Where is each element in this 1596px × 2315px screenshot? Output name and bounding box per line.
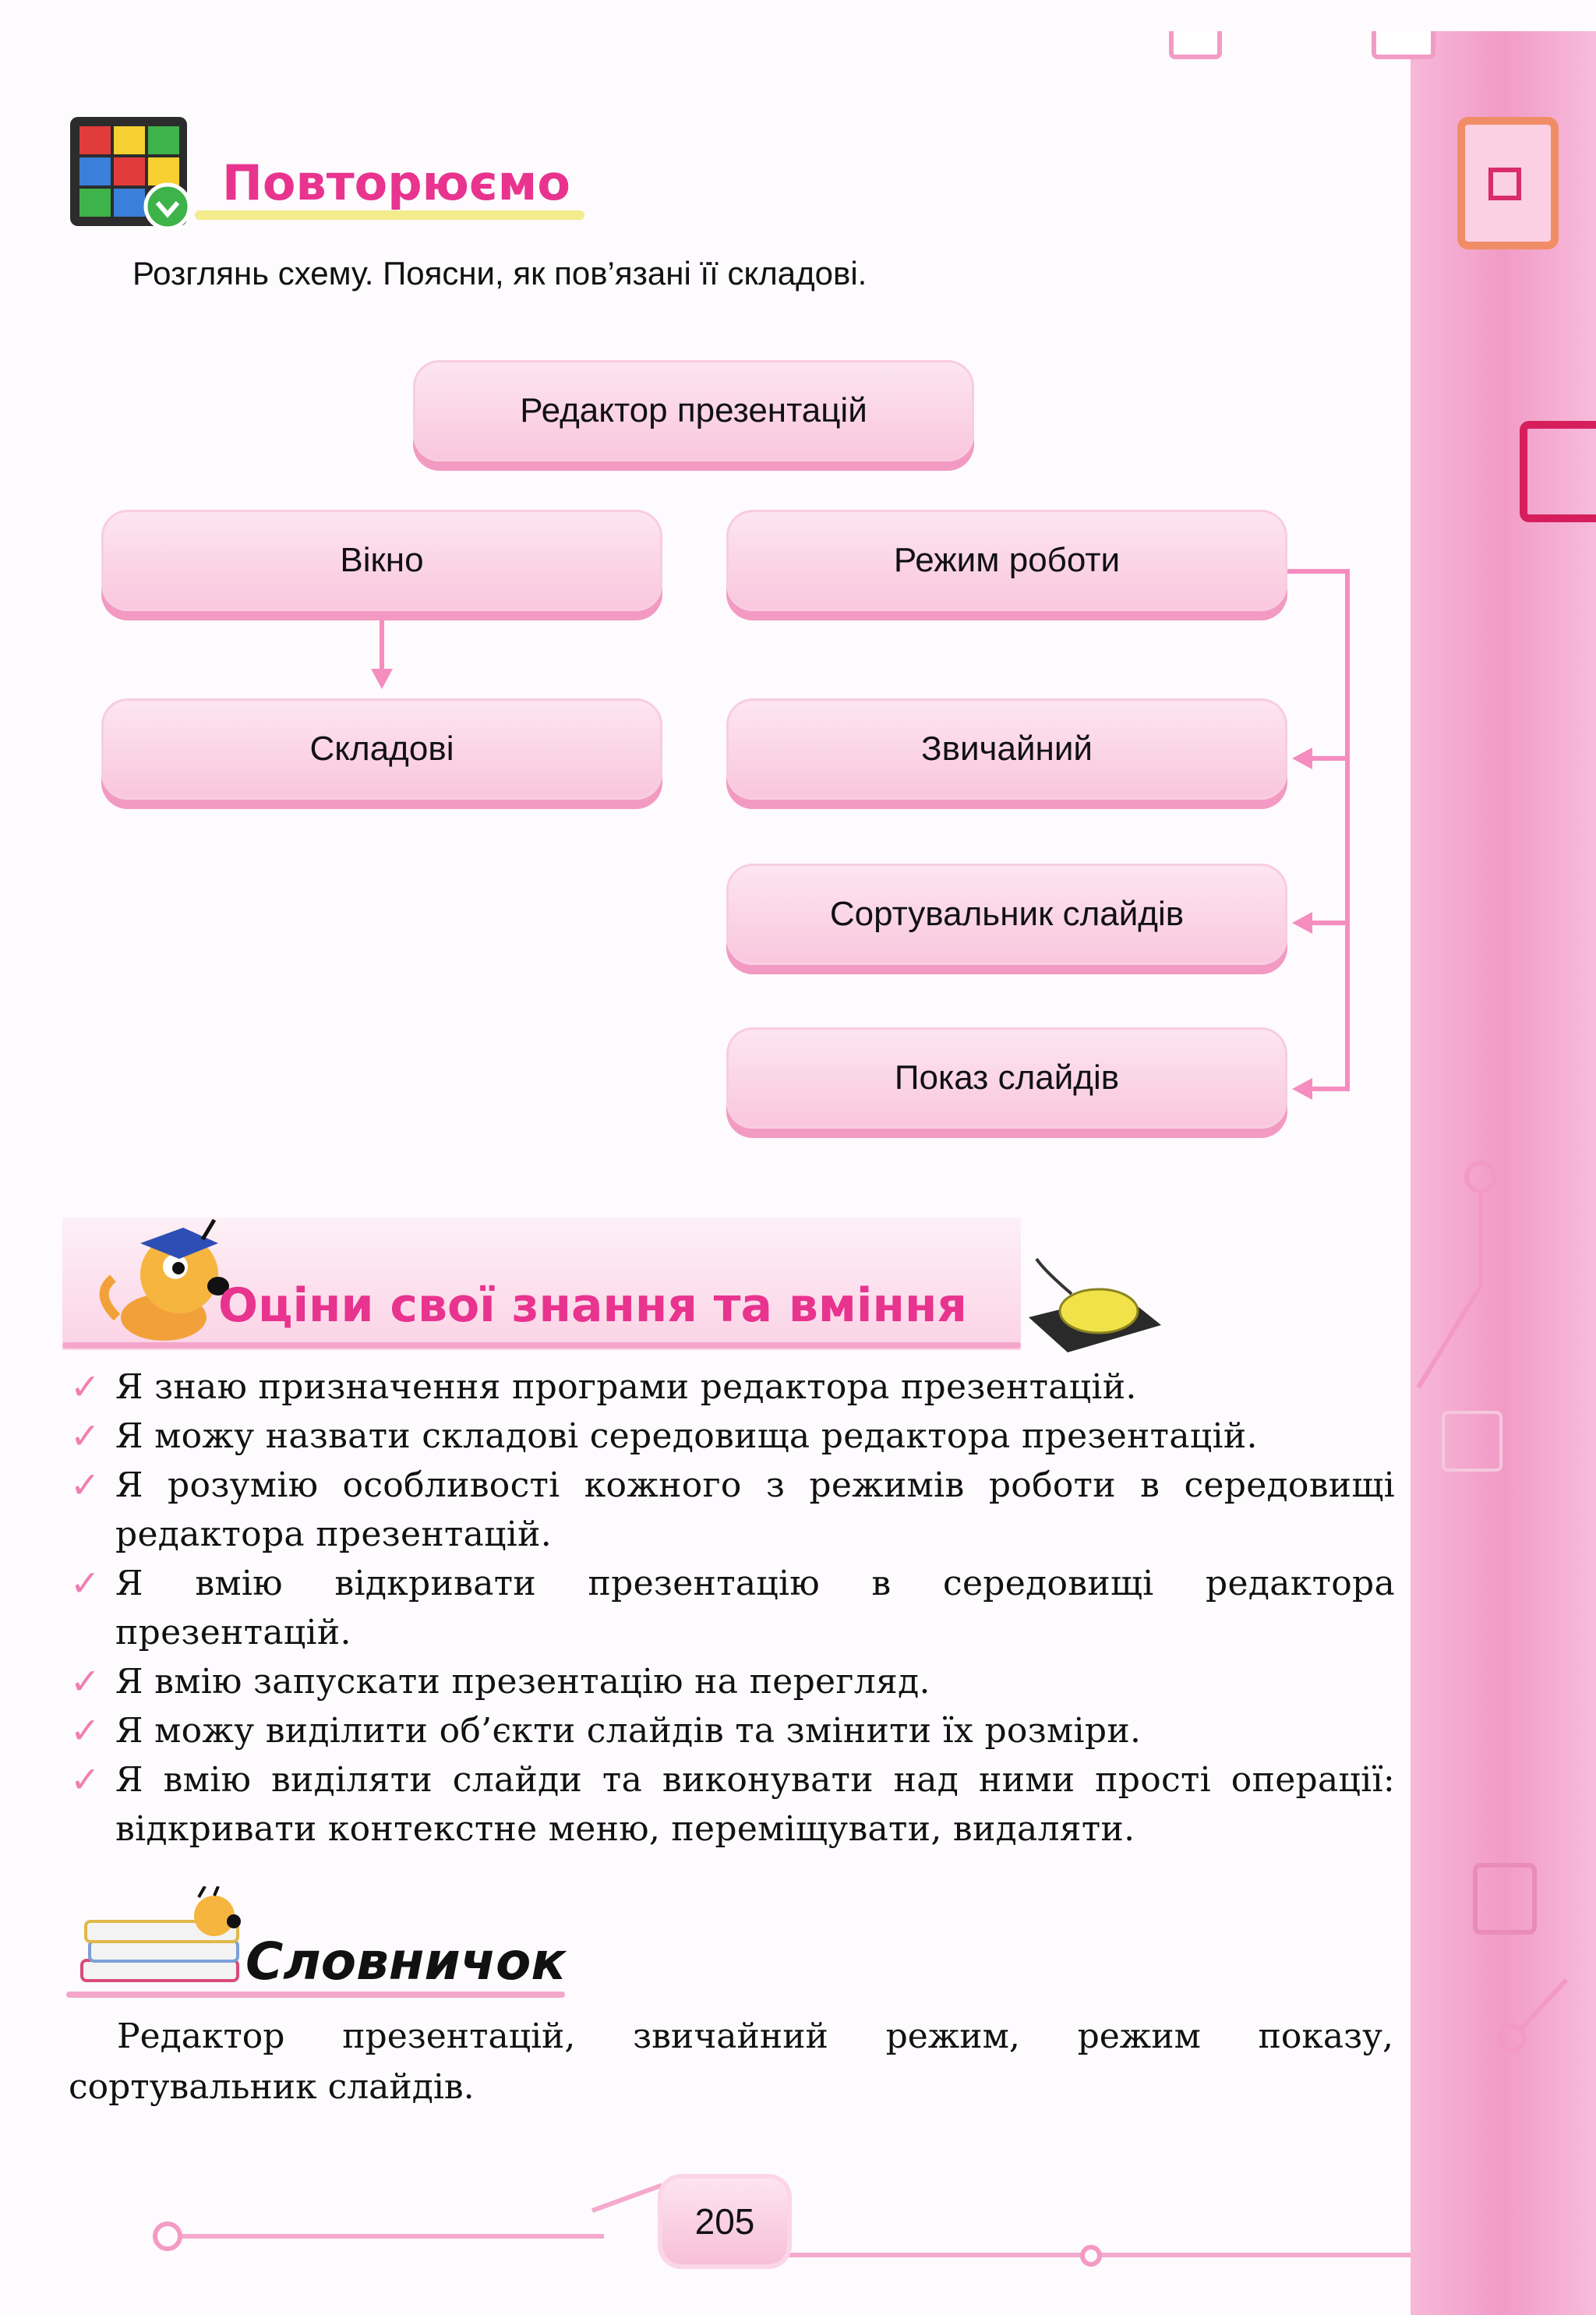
- list-item: ✓ Я знаю призначення програми редактора презентацій.: [70, 1362, 1395, 1412]
- node-presentation-editor: Редактор презентацій: [413, 360, 974, 461]
- connector-mode-vertical: [1345, 569, 1350, 1091]
- decorative-tab: [1169, 31, 1222, 59]
- connector-mode-out: [1287, 569, 1350, 574]
- list-item: ✓ Я розумію особливості кожного з режимів роботи в середовищі редактора презентацій.: [70, 1461, 1395, 1559]
- footer-ring-small: [1080, 2245, 1102, 2267]
- computer-mouse-icon: [1013, 1255, 1169, 1356]
- connector-window-components: [380, 620, 384, 673]
- arrow-to-components: [371, 669, 393, 689]
- glossary-heading: Словничок: [245, 1932, 567, 1992]
- arrow-to-slideshow: [1292, 1078, 1312, 1100]
- decorative-circuit-lines: [1387, 1091, 1582, 2105]
- connector-to-normal: [1309, 756, 1350, 761]
- decorative-square-small: [1488, 168, 1521, 200]
- repeat-heading: Повторюємо: [222, 154, 570, 211]
- checkmark-icon: ✓: [70, 1366, 101, 1408]
- heading-underline: [66, 1992, 565, 1998]
- intro-text: Розглянь схему. Поясни, як пов’язані її складові.: [132, 255, 867, 292]
- node-window: Вікно: [101, 510, 662, 611]
- node-mode-slideshow: Показ слайдів: [726, 1027, 1287, 1129]
- arrow-to-normal: [1292, 748, 1312, 769]
- connector-to-sorter: [1309, 921, 1350, 925]
- arrow-to-sorter: [1292, 912, 1312, 934]
- node-mode-normal: Звичайний: [726, 698, 1287, 800]
- page-number: 205: [662, 2179, 787, 2264]
- node-work-mode: Режим роботи: [726, 510, 1287, 611]
- heading-underline: [195, 210, 584, 220]
- decorative-bracket: [1520, 421, 1596, 522]
- checkmark-icon: ✓: [70, 1415, 101, 1457]
- list-item: ✓ Я вмію відкривати презентацію в середовищі редактора презентацій.: [70, 1559, 1395, 1657]
- footer-line-left: [168, 2234, 604, 2239]
- checkmark-icon: ✓: [70, 1758, 101, 1801]
- books-dog-icon: [74, 1886, 253, 1988]
- self-assessment-heading: Оціни свої знання та вміння: [218, 1278, 967, 1333]
- list-item: ✓ Я вмію запускати презентацію на перегляд.: [70, 1657, 1395, 1706]
- checkmark-icon: ✓: [70, 1562, 101, 1604]
- list-item: ✓ Я можу виділити об’єкти слайдів та змінити їх розміри.: [70, 1706, 1395, 1755]
- connector-to-slideshow: [1309, 1087, 1350, 1091]
- list-item: ✓ Я можу назвати складові середовища редактора презентацій.: [70, 1412, 1395, 1461]
- list-item: ✓ Я вмію виділяти слайди та виконувати над ними прості операції: відкривати контекстне меню, переміщувати, видаляти.: [70, 1755, 1395, 1854]
- footer-ring: [153, 2221, 182, 2251]
- cube-icon: [62, 109, 203, 242]
- checkmark-icon: ✓: [70, 1709, 101, 1751]
- footer-line-slant: [591, 2183, 662, 2213]
- glossary-text: Редактор презентацій, звичайний режим, режим показу, сортувальник слайдів.: [69, 2016, 1393, 2107]
- checkmark-icon: ✓: [70, 1464, 101, 1506]
- decorative-tab: [1372, 31, 1435, 59]
- node-mode-slide-sorter: Сортувальник слайдів: [726, 864, 1287, 965]
- self-assessment-list: [70, 1362, 1395, 1854]
- checkmark-icon: ✓: [70, 1660, 101, 1702]
- node-components: Складові: [101, 698, 662, 800]
